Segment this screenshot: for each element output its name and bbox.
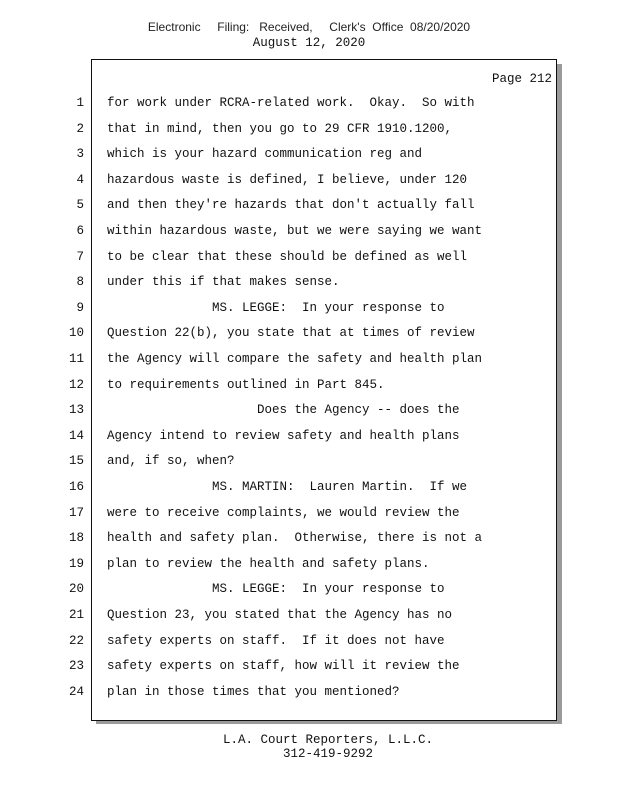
- line-text: plan in those times that you mentioned?: [107, 684, 400, 699]
- line-number: 1: [76, 96, 84, 110]
- line-text: safety experts on staff. If it does not have: [107, 633, 445, 648]
- line-text: to requirements outlined in Part 845.: [107, 377, 385, 392]
- line-text: health and safety plan. Otherwise, there is not a: [107, 531, 483, 546]
- line-text: and then they're hazards that don't actually fall: [107, 198, 475, 213]
- line-text: MS. MARTIN: Lauren Martin. If we: [107, 480, 468, 494]
- line-text: MS. LEGGE: In your response to: [107, 300, 445, 315]
- line-number: 5: [76, 198, 84, 213]
- line-number: 8: [76, 275, 84, 290]
- line-number: 16: [68, 480, 84, 494]
- line-number: 2: [76, 121, 84, 136]
- line-text: hazardous waste is defined, I believe, under 120: [107, 172, 468, 187]
- reporter-phone: 312-419-9292: [282, 747, 373, 761]
- line-number: 9: [76, 300, 84, 315]
- line-number: 18: [68, 531, 84, 546]
- line-number: 24: [68, 684, 84, 699]
- line-text: Does the Agency -- does the: [107, 403, 460, 418]
- line-number: 23: [68, 659, 84, 674]
- line-text: were to receive complaints, we would review the: [107, 505, 460, 520]
- line-text: under this if that makes sense.: [107, 275, 340, 290]
- line-number: 6: [76, 224, 84, 238]
- line-text: Question 22(b), you state that at times of review: [107, 326, 475, 341]
- line-text: that in mind, then you go to 29 CFR 1910.1200,: [107, 121, 453, 136]
- line-number: 15: [68, 454, 84, 469]
- transcript-date: August 12, 2020: [252, 36, 366, 50]
- line-number: 10: [68, 326, 84, 341]
- line-number: 7: [76, 249, 84, 264]
- line-number: 19: [68, 556, 84, 571]
- line-number: 3: [76, 147, 84, 162]
- line-text: to be clear that these should be defined as well: [107, 249, 468, 264]
- line-text: safety experts on staff, how will it review the: [107, 659, 460, 674]
- line-number: 11: [68, 352, 84, 366]
- line-number: 20: [68, 582, 84, 597]
- line-number: 22: [68, 633, 84, 648]
- line-text: Question 23, you stated that the Agency has no: [107, 608, 453, 622]
- line-number: 14: [68, 428, 84, 443]
- line-number: 21: [68, 608, 84, 622]
- reporter-company: L.A. Court Reporters, L.L.C.: [222, 733, 434, 747]
- line-text: plan to review the health and safety plans.: [107, 556, 430, 571]
- line-text: which is your hazard communication reg and: [107, 147, 423, 162]
- line-number: 12: [68, 377, 84, 392]
- line-number: 17: [68, 505, 84, 520]
- line-text: MS. LEGGE: In your response to: [107, 582, 445, 597]
- page-number: Page 212: [491, 72, 552, 86]
- line-text: Agency intend to review safety and health plans: [107, 428, 460, 443]
- filing-stamp: Electronic Filing: Received, Clerk's Office 08/20/2020: [147, 20, 471, 34]
- line-number: 4: [76, 172, 84, 187]
- line-text: within hazardous waste, but we were saying we want: [107, 224, 483, 238]
- line-number: 13: [68, 403, 84, 418]
- line-text: and, if so, when?: [107, 454, 235, 469]
- line-text: for work under RCRA-related work. Okay. So with: [107, 96, 475, 110]
- line-text: the Agency will compare the safety and health plan: [107, 352, 483, 366]
